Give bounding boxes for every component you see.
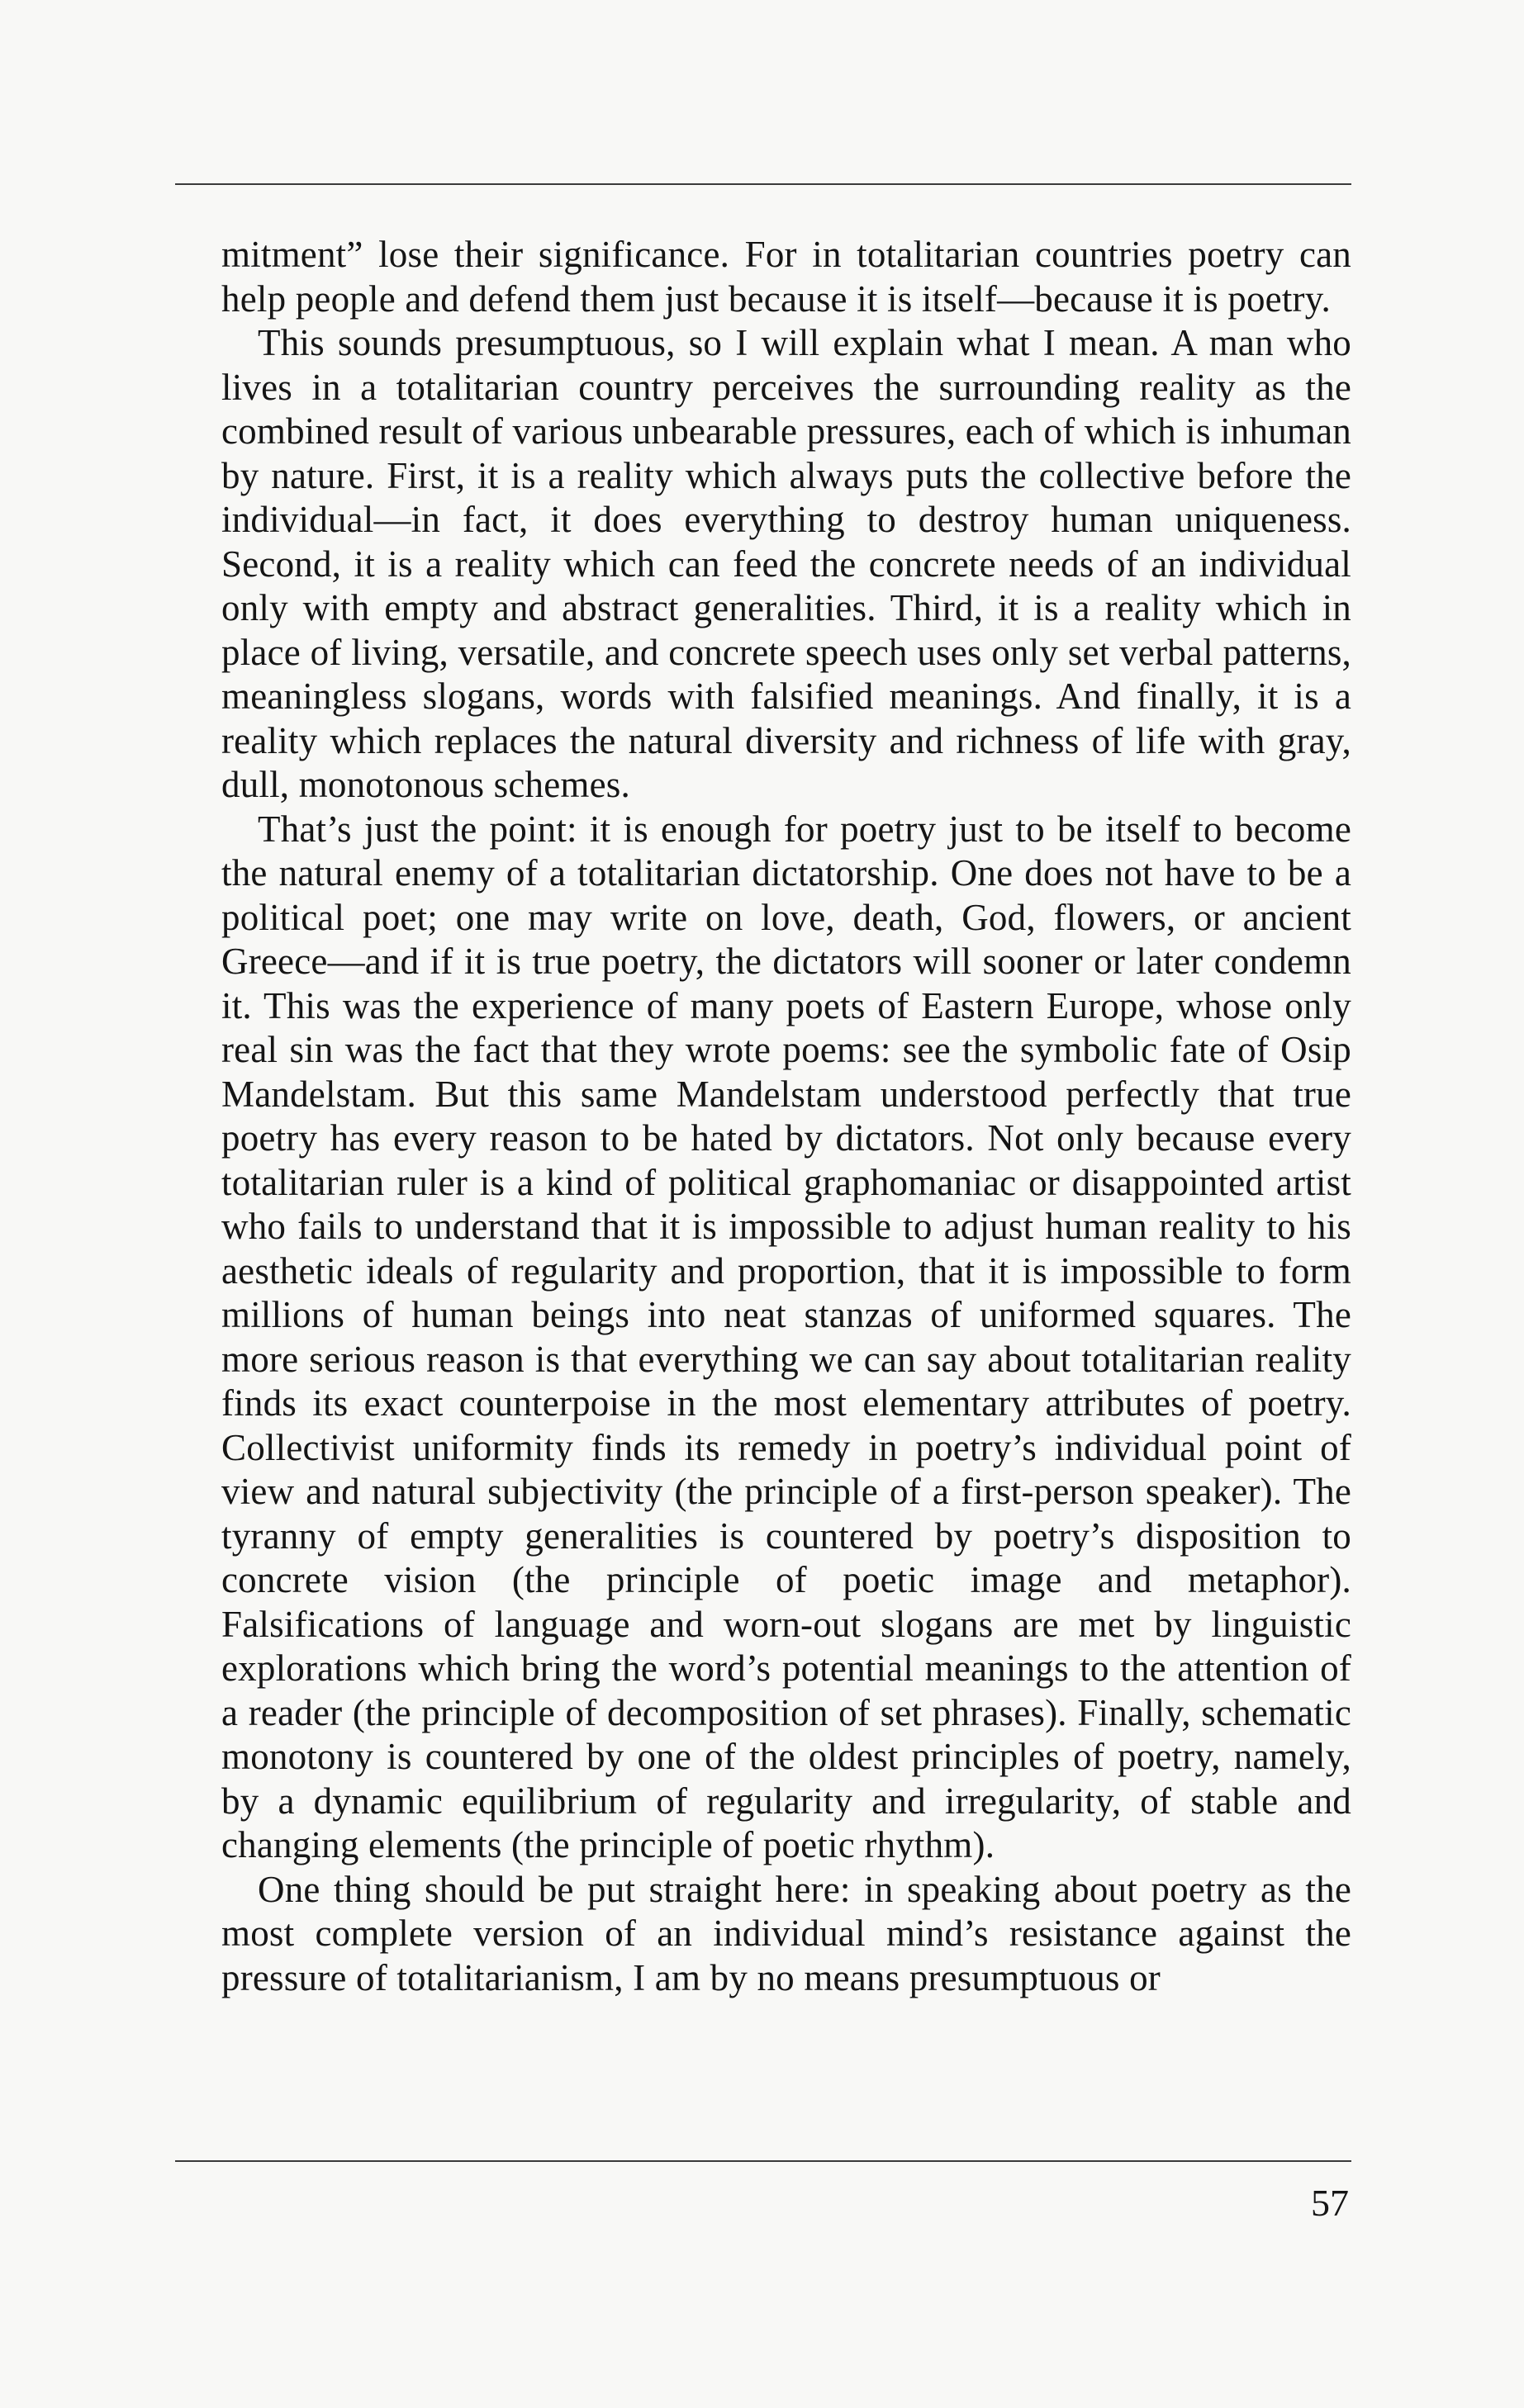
paragraph-reality-pressures: This sounds presumptuous, so I will explain what I mean. A man who lives in a totalitarian country perceives the surrounding reality as the combined result of various unbearable pressures, each of which is inhuman by nature. First, it is a reality which always puts the collective before the individual—in fact, it does everything to destroy human uniqueness. Second, it is a reality which can feed the concrete needs of an individual only with empty and abstract generalities. Third, it is a reality which in place of living, versatile, and concrete speech uses only set verbal patterns, meaningless slogans, words with falsified meanings. And finally, it is a reality which replaces the natural diversity and richness of life with gray, dull, monotonous schemes. bbox=[221, 322, 1351, 805]
paragraph-straight-here: One thing should be put straight here: in speaking about poetry as the most complete version of an individual mind’s resistance against the pressure of totalitarianism, I am by no means presumptuous or bbox=[221, 1868, 1351, 1998]
page-number: 57 bbox=[1311, 2182, 1349, 2224]
paragraph-poetry-enemy: That’s just the point: it is enough for poetry just to be itself to become the natural enemy of a totalitarian dictatorship. One does not have to be a political poet; one may write on love, death, God, flowers, or ancient Greece—and if it is true poetry, the dictators will sooner or later condemn it. This was the experience of many poets of Eastern Europe, whose only real sin was the fact that they wrote poems: see the symbolic fate of Osip Mandelstam. But this same Mandelstam understood perfectly that true poetry has every reason to be hated by dictators. Not only because every totalitarian ruler is a kind of political graphomaniac or disappointed artist who fails to understand that it is impossible to adjust human reality to his aesthetic ideals of regularity and proportion, that it is impossible to form millions of human beings into neat stanzas of uniformed squares. The more serious reason is that everything we can say about totalitarian reality finds its exact counterpoise in the most elementary attributes of poetry. Collectivist uniformity finds its remedy in poetry’s individual point of view and natural subjectivity (the principle of a first-person speaker). The tyranny of empty generalities is countered by poetry’s disposition to concrete vision (the principle of poetic image and metaphor). Falsifications of language and worn-out slogans are met by linguistic explorations which bring the word’s potential meanings to the attention of a reader (the principle of decomposition of set phrases). Finally, schematic monotony is countered by one of the oldest principles of poetry, namely, by a dynamic equilibrium of regularity and irregularity, of stable and changing elements (the principle of poetic rhythm). bbox=[221, 808, 1351, 1865]
footer-rule bbox=[175, 2160, 1351, 2162]
paragraph-continuation: mitment” lose their significance. For in totalitarian countries poetry can help people and defend them just because it is itself—because it is poetry. bbox=[221, 234, 1351, 320]
body-text bbox=[221, 233, 1351, 2000]
header-rule bbox=[175, 183, 1351, 185]
